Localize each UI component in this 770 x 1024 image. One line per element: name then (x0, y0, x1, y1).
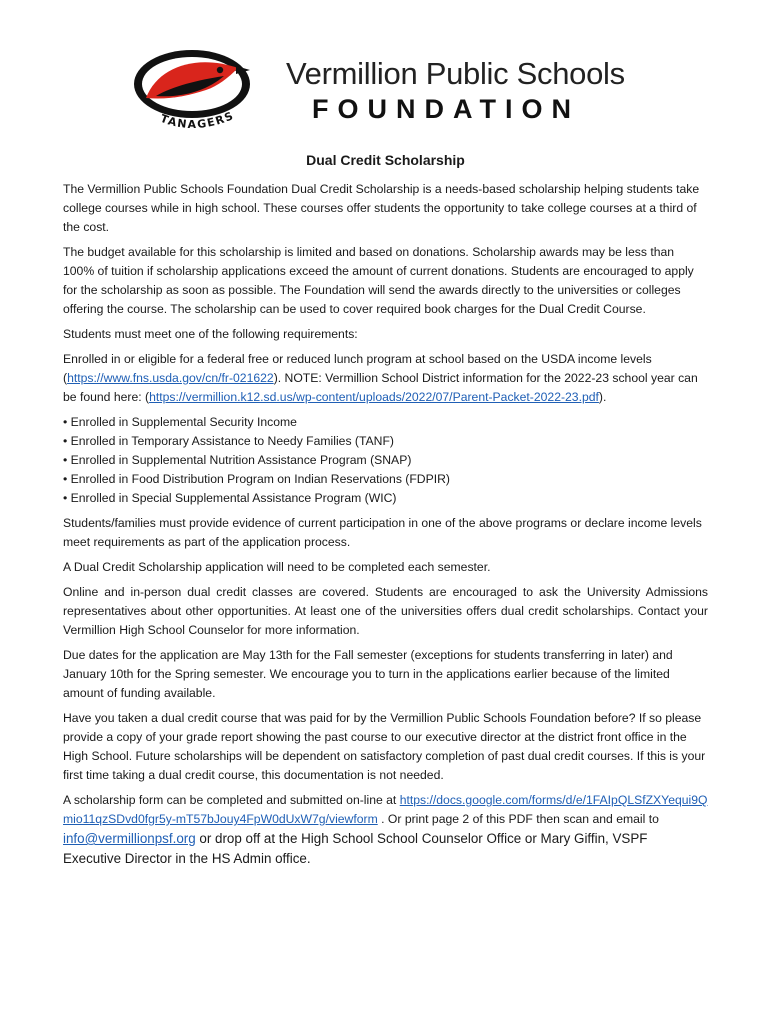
list-item: • Enrolled in Supplemental Nutrition Assistance Program (SNAP) (63, 453, 412, 467)
lunch-text-b: ). NOTE: Vermillion School District information for the 2022-23 school year can be found here: ( (63, 371, 698, 404)
form-text-c: or drop off at the High School School Counselor Office or Mary Giffin, VSPF Executive Director in the HS Admin office. (63, 831, 648, 866)
logo-tanagers-text: TANAGERS (158, 108, 237, 132)
classes-paragraph: Online and in-person dual credit classes are covered. Students are encouraged to ask the University Admissions representatives about other opportunities. At least one of the universities offers dual credit scholarships. Contact your Vermillion High School Counselor for more information. (63, 585, 708, 637)
list-item: • Enrolled in Supplemental Security Income (63, 415, 297, 429)
list-item: • Enrolled in Special Supplemental Assistance Program (WIC) (63, 491, 397, 505)
evidence-paragraph: Students/families must provide evidence of current participation in one of the above programs or declare income levels meet requirements as part of the application process. (63, 516, 702, 549)
lunch-requirement-paragraph (63, 350, 708, 407)
lunch-text-a: Enrolled in or eligible for a federal free or reduced lunch program at school based on the USDA income levels ( (63, 352, 652, 385)
usda-income-link[interactable]: https://www.fns.usda.gov/cn/fr-021622 (67, 371, 274, 385)
form-paragraph (63, 791, 708, 869)
tanagers-bird-logo (128, 46, 258, 138)
form-text-a: A scholarship form can be completed and submitted on-line at (63, 793, 400, 807)
letterhead (128, 46, 648, 136)
email-link[interactable]: info@vermillionpsf.org (63, 831, 196, 846)
each-semester-paragraph: A Dual Credit Scholarship application will need to be completed each semester. (63, 560, 491, 574)
budget-paragraph: The budget available for this scholarship is limited and based on donations. Scholarship awards may be less than 100% of tuition if scholarship applications exceed the amount of current donations. Students are encouraged to apply for the scholarship as soon as possible. The Foundation will send the awards directly to the universities or colleges offering the course. The scholarship can be used to cover required book charges for the Dual Credit Course. (63, 245, 694, 316)
requirements-intro: Students must meet one of the following requirements: (63, 327, 358, 341)
list-item: • Enrolled in Food Distribution Program on Indian Reservations (FDPIR) (63, 472, 450, 486)
past-course-paragraph: Have you taken a dual credit course that was paid for by the Vermillion Public Schools Foundation before? If so please provide a copy of your grade report showing the past course to our executive director at the district front office in the High School. Future scholarships will be dependent on satisfactory completion of past dual credit courses. If this is your first time taking a dual credit course, this documentation is not needed. (63, 711, 706, 782)
list-item: • Enrolled in Temporary Assistance to Needy Families (TANF) (63, 434, 394, 448)
google-form-link[interactable]: https://docs.google.com/forms/d/e/1FAIpQLSfZXYequi9Qmio11qzSDvd0fgr5y-mT57bJouy4FpW0dUxW7g/viewform (63, 793, 708, 826)
due-dates-paragraph: Due dates for the application are May 13th for the Fall semester (exceptions for students transferring in later) and January 10th for the Spring semester. We encourage you to turn in the applications earlier because of the limited amount of funding available. (63, 648, 673, 700)
intro-paragraph: The Vermillion Public Schools Foundation Dual Credit Scholarship is a needs-based scholarship helping students take college courses while in high school. These courses offer students the opportunity to take college courses at a third of the cost. (63, 182, 700, 234)
lunch-text-c: ). (598, 390, 607, 404)
logo-bird-eye (217, 67, 223, 73)
form-text-b: . Or print page 2 of this PDF then scan and email to (377, 812, 659, 826)
document-title: Dual Credit Scholarship (306, 152, 465, 168)
program-list (63, 413, 708, 508)
org-name: Vermillion Public Schools (286, 56, 625, 91)
document-body (63, 150, 708, 875)
district-parent-packet-link[interactable]: https://vermillion.k12.sd.us/wp-content/uploads/2022/07/Parent-Packet-2022-23.pdf (149, 390, 599, 404)
org-subtitle: FOUNDATION (312, 94, 580, 124)
